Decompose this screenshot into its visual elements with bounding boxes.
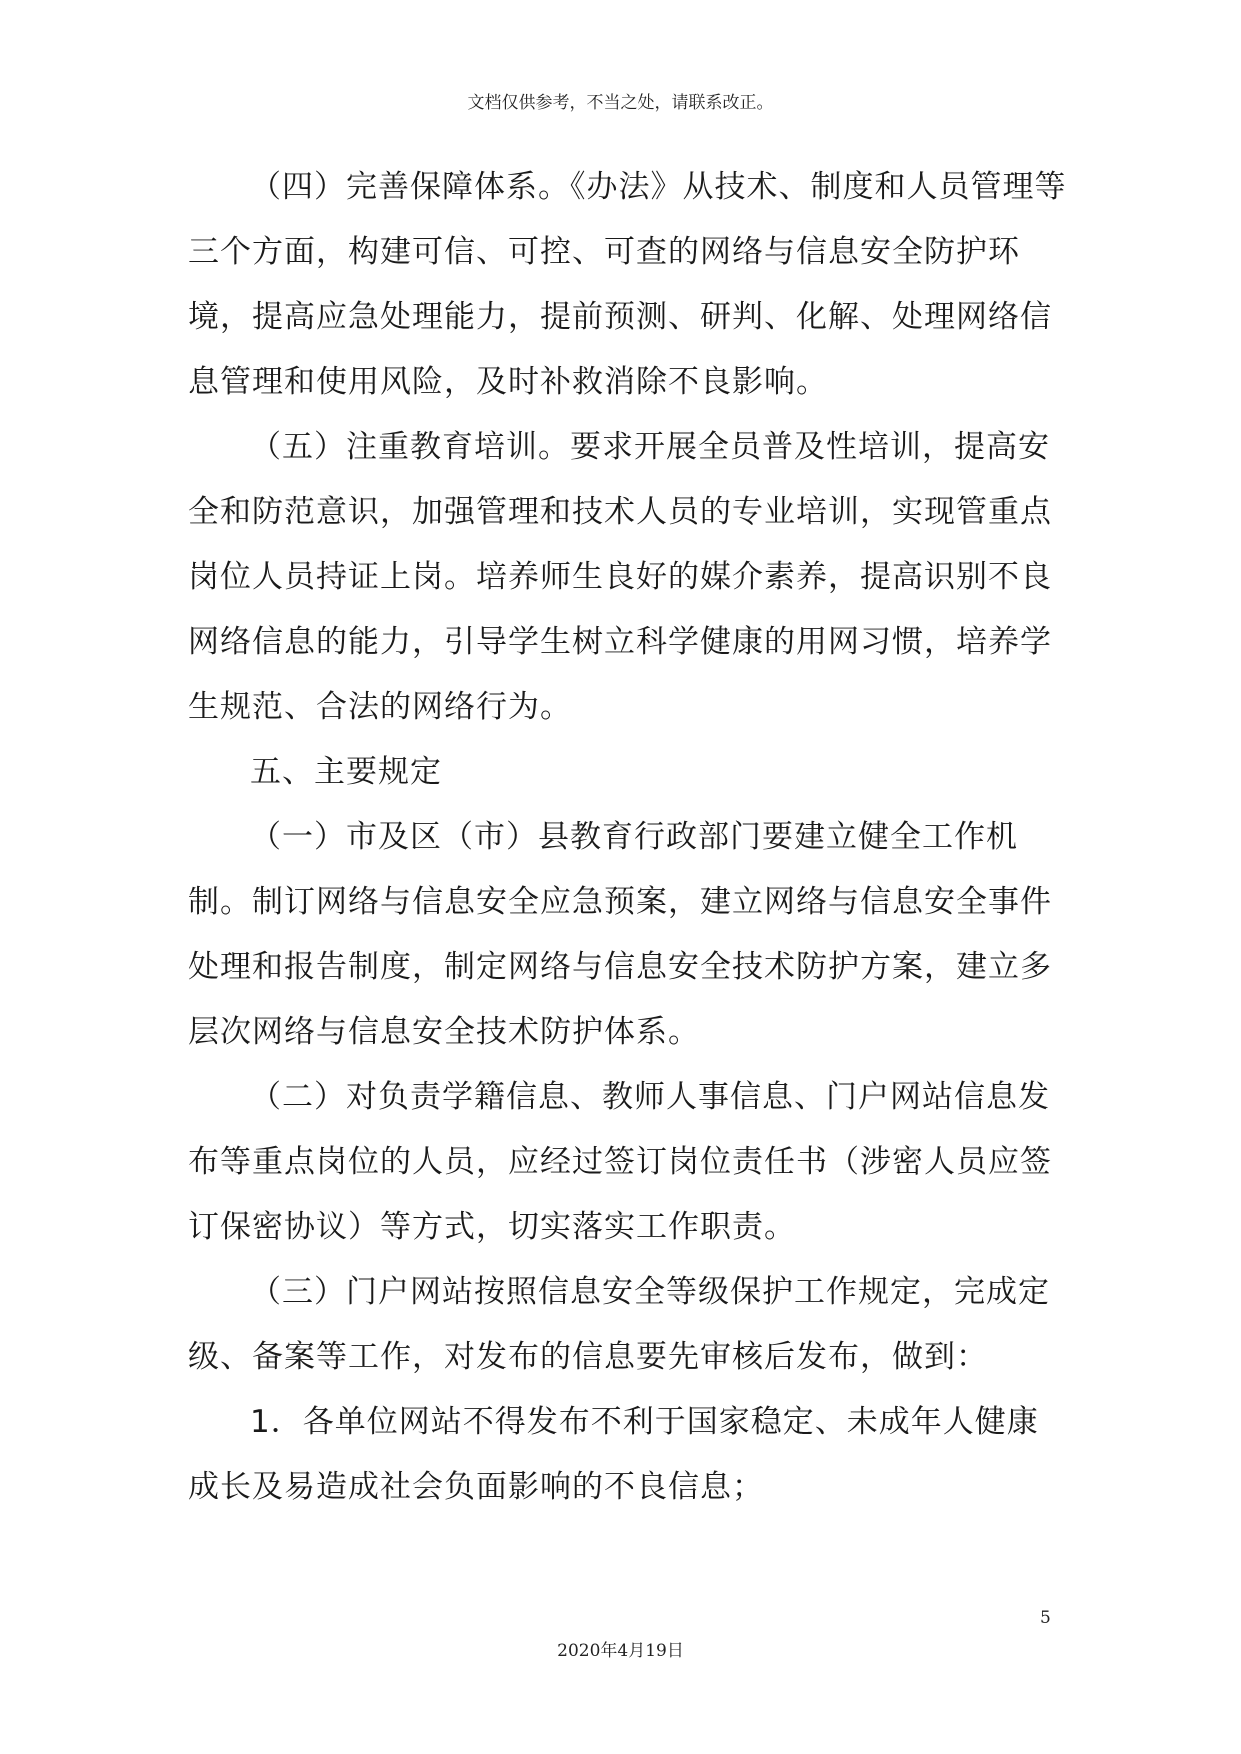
page-number: 5 (1040, 1608, 1051, 1628)
section-heading-main-provisions: 五、主要规定 (250, 754, 442, 790)
list-item-1: 1．各单位网站不得发布不利于国家稳定、未成年人健康成长及易造成社会负面影响的不良信息； (188, 1404, 1039, 1505)
paragraph-provision-3: （三）门户网站按照信息安全等级保护工作规定，完成定级、备案等工作，对发布的信息要先审核后发布，做到： (188, 1274, 1050, 1375)
document-body (188, 155, 1068, 1520)
footer-date: 2020年4月19日 (557, 1641, 684, 1661)
paragraph-provision-1: （一）市及区（市）县教育行政部门要建立健全工作机制。制订网络与信息安全应急预案，建立网络与信息安全事件处理和报告制度，制定网络与信息安全技术防护方案，建立多层次网络与信息安全技术防护体系。 (188, 819, 1052, 1050)
paragraph-improve-guarantee-system: （四）完善保障体系。《办法》从技术、制度和人员管理等三个方面，构建可信、可控、可查的网络与信息安全防护环境，提高应急处理能力，提前预测、研判、化解、处理网络信息管理和使用风险，及时补救消除不良影响。 (188, 169, 1067, 400)
paragraph-education-training: （五）注重教育培训。要求开展全员普及性培训，提高安全和防范意识，加强管理和技术人员的专业培训，实现管重点岗位人员持证上岗。培养师生良好的媒介素养，提高识别不良网络信息的能力，引导学生树立科学健康的用网习惯，培养学生规范、合法的网络行为。 (188, 429, 1052, 725)
header-disclaimer: 文档仅供参考，不当之处，请联系改正。 (467, 93, 774, 113)
paragraph-provision-2: （二）对负责学籍信息、教师人事信息、门户网站信息发布等重点岗位的人员，应经过签订岗位责任书（涉密人员应签订保密协议）等方式，切实落实工作职责。 (188, 1079, 1052, 1245)
